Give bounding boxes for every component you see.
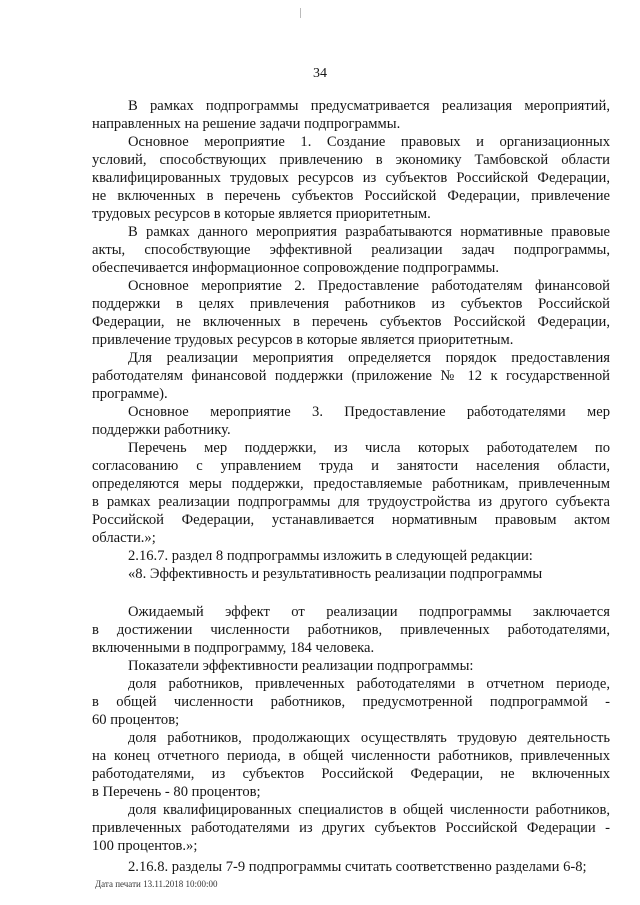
text-line: 100 процентов.»; <box>92 838 198 854</box>
text-line: работодателями, из субъектов Российской Федерации, не включенных <box>92 766 610 782</box>
print-date: Дата печати 13.11.2018 10:00:00 <box>95 879 218 889</box>
text-line: акты, способствующие эффективной реализации задач подпрограммы, <box>92 242 610 258</box>
text-line: программе). <box>92 386 168 402</box>
text-line: Перечень мер поддержки, из числа которых работодателем по <box>128 440 610 456</box>
text-line: доля работников, привлеченных работодателями в отчетном периоде, <box>128 676 610 692</box>
text-line: привлеченных работодателями из других субъектов Российской Федерации - <box>92 820 610 836</box>
text-line: привлечение трудовых ресурсов в которые является приоритетным. <box>92 332 514 348</box>
text-line: Показатели эффективности реализации подпрограммы: <box>128 658 474 674</box>
text-line: обеспечивается информационное сопровождение подпрограммы. <box>92 260 499 276</box>
text-line: не включенных в перечень субъектов Российской Федерации, привлечение <box>92 188 610 204</box>
text-line: Основное мероприятие 2. Предоставление работодателям финансовой <box>128 278 610 294</box>
text-line: в общей численности работников, предусмотренной подпрограммой - <box>92 694 610 710</box>
text-line: на конец отчетного периода, в общей численности работников, привлеченных <box>92 748 610 764</box>
text-line: В рамках данного мероприятия разрабатываются нормативные правовые <box>128 224 610 240</box>
text-line: работодателям финансовой поддержки (приложение № 12 к государственной <box>92 368 610 384</box>
text-line: направленных на решение задачи подпрограммы. <box>92 116 401 132</box>
text-line: Российской Федерации, устанавливается нормативным правовым актом <box>92 512 610 528</box>
text-line: В рамках подпрограммы предусматривается реализация мероприятий, <box>128 98 610 114</box>
text-line: поддержки работнику. <box>92 422 231 438</box>
text-line: Основное мероприятие 3. Предоставление работодателями мер <box>128 404 610 420</box>
text-line: Основное мероприятие 1. Создание правовых и организационных <box>128 134 610 150</box>
text-line: квалифицированных трудовых ресурсов из субъектов Российской Федерации, <box>92 170 610 186</box>
section-heading: «8. Эффективность и результативность реализации подпрограммы <box>128 566 543 582</box>
text-line: согласованию с управлением труда и занятости населения области, <box>92 458 610 474</box>
text-line: трудовых ресурсов в которые является приоритетным. <box>92 206 431 222</box>
text-line: определяются меры поддержки, предоставляемые работникам, привлеченным <box>92 476 610 492</box>
text-line: Для реализации мероприятия определяется порядок предоставления <box>128 350 610 366</box>
page-number: 34 <box>313 66 327 81</box>
text-line: поддержки в целях привлечения работников из субъектов Российской <box>92 296 610 312</box>
text-line: 2.16.7. раздел 8 подпрограммы изложить в следующей редакции: <box>128 548 533 564</box>
text-line: 60 процентов; <box>92 712 180 728</box>
text-line: доля квалифицированных специалистов в общей численности работников, <box>128 802 610 818</box>
text-line: области.»; <box>92 530 156 546</box>
text-line: в рамках реализации подпрограммы для трудоустройства из другого субъекта <box>92 494 610 510</box>
text-line: включенными в подпрограмму, 184 человека. <box>92 640 375 656</box>
text-line: 2.16.8. разделы 7-9 подпрограммы считать соответственно разделами 6-8; <box>128 859 587 875</box>
text-line: Ожидаемый эффект от реализации подпрограммы заключается <box>128 604 610 620</box>
text-line: в Перечень - 80 процентов; <box>92 784 261 800</box>
text-line: Федерации, не включенных в перечень субъектов Российской Федерации, <box>92 314 610 330</box>
text-line: в достижении численности работников, привлеченных работодателями, <box>92 622 610 638</box>
text-line: условий, способствующих привлечению в экономику Тамбовской области <box>92 152 610 168</box>
text-line: доля работников, продолжающих осуществлять трудовую деятельность <box>128 730 610 746</box>
